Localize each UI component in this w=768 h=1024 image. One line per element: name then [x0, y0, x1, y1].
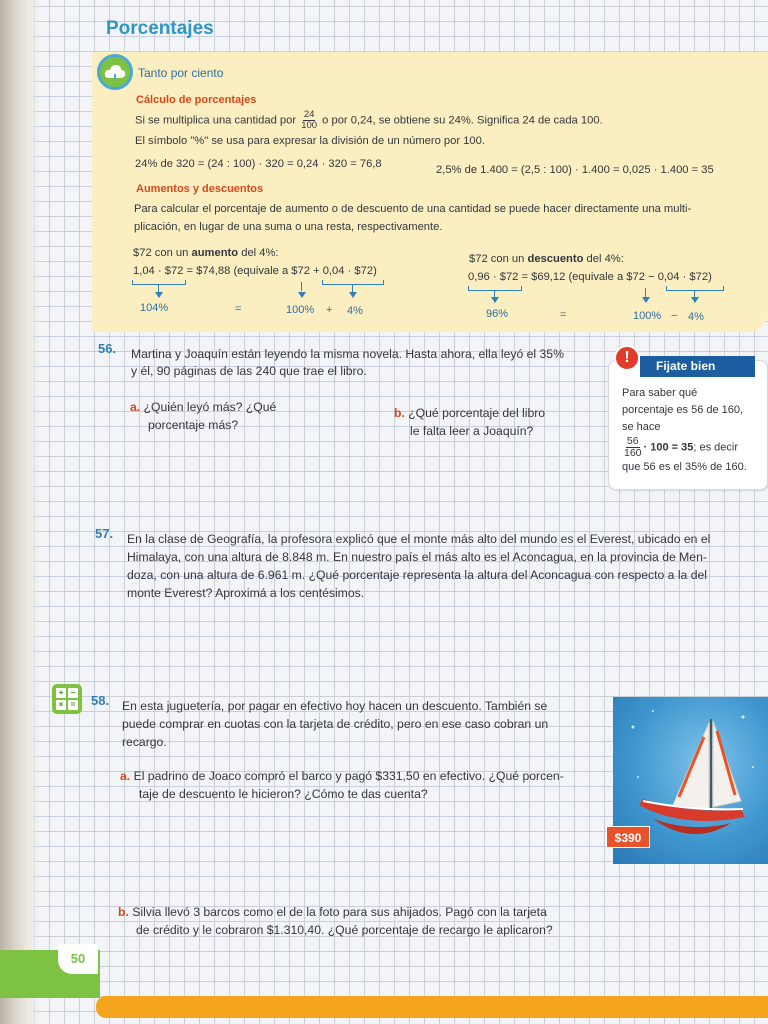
pct-100-dec: 100%: [633, 310, 662, 322]
page-title: Porcentajes: [106, 18, 214, 39]
price-tag: $390: [606, 826, 650, 848]
aum-line-1: Para calcular el porcentaje de aumento o de descuento de una cantidad se puede hacer directamente una multi-: [134, 203, 692, 215]
decrease-formula: 0,96 · $72 = $69,12 (equivale a $72 − 0,04 · $72): [468, 271, 712, 283]
tip-title: Fijate bien: [640, 356, 755, 377]
question-57-number: 57.: [95, 526, 114, 541]
arrowhead-100: [298, 292, 306, 298]
arrow-100-dec: [645, 288, 646, 297]
calculator-icon: + − × =: [52, 684, 82, 714]
bracket-096: [468, 286, 522, 291]
tip-text: Para saber qué porcentaje es 56 de 160, se hace $\frac{56}{160}$ · 100 = 35; es decir que 56 es el 35% de 160.: [622, 387, 747, 473]
plus-sign: +: [326, 304, 333, 316]
footer-bar: [96, 996, 768, 1018]
calc-heading: Cálculo de porcentajes: [136, 94, 257, 106]
question-56a: a. ¿Quién leyó más? ¿Qué porcentaje más?: [130, 400, 277, 432]
pct-4-dec: 4%: [688, 311, 704, 323]
bracket-004-dec: [666, 286, 724, 291]
arrow-100: [301, 282, 302, 291]
arrowhead-4-dec: [691, 297, 699, 303]
question-57-text: En la clase de Geografía, la profesora explicó que el monte más alto del mundo es el Everest, ubicado en el Himalaya, con una altura de 8.848 m. En nuestro país el más alto es el Aconcagua, en la provincia de Men- doza, con una altura de 6.961 m. ¿Qué porcentaje representa la altura del Aconcagua con respecto a la del monte Everest? Aproximá a los centésimos.: [127, 532, 711, 600]
pct-100-inc: 100%: [286, 304, 315, 316]
pct-4-inc: 4%: [347, 305, 363, 317]
arrowhead-4: [349, 292, 357, 298]
bracket-004: [322, 280, 384, 285]
calc-line-2: El símbolo "%" se usa para expresar la división de un número por 100.: [135, 135, 485, 147]
bracket-104: [132, 280, 186, 285]
question-58b: b. Silvia llevó 3 barcos como el de la foto para sus ahijados. Pagó con la tarjeta de crédito y le cobraron $1.310,40. ¿Qué porcentaje de recargo le aplicaron?: [118, 905, 553, 937]
question-56-number: 56.: [98, 341, 117, 356]
exclamation-icon: !: [614, 345, 640, 371]
arrowhead-100-dec: [642, 297, 650, 303]
cloud-icon: [97, 54, 133, 90]
equals-dec: =: [560, 309, 567, 321]
question-58a: a. El padrino de Joaco compró el barco y pagó $331,50 en efectivo. ¿Qué porcen- taje de descuento le hicieron? ¿Cómo te das cuenta?: [120, 769, 564, 801]
example-1: 24% de 320 = (24 : 100) · 320 = 0,24 · 320 = 76,8: [135, 158, 382, 170]
page-number: 50: [58, 944, 98, 974]
question-56b: b. ¿Qué porcentaje del libro le falta leer a Joaquín?: [394, 406, 546, 438]
arrowhead-96: [491, 297, 499, 303]
arrowhead-104: [155, 292, 163, 298]
pct-96: 96%: [486, 308, 509, 320]
page-binding-shadow: [0, 0, 40, 1024]
calc-line-1: Si se multiplica una cantidad por $\frac{24}{100}$ o por 0,24, se obtiene su 24%. Significa 24 de cada 100.: [135, 109, 603, 131]
increase-title: $72 con un aumento del 4%:: [133, 247, 279, 259]
equals-inc: =: [235, 303, 242, 315]
question-56-line-1: Martina y Joaquín están leyendo la misma novela. Hasta ahora, ella leyó el 35%: [131, 347, 564, 361]
aum-line-2: plicación, en lugar de una suma o una resta, respectivamente.: [134, 221, 443, 233]
increase-formula: 1,04 · $72 = $74,88 (equivale a $72 + 0,04 · $72): [133, 265, 377, 277]
question-56-line-2: y él, 90 páginas de las 240 que trae el libro.: [131, 364, 367, 378]
aum-heading: Aumentos y descuentos: [136, 183, 264, 195]
question-58-text: En esta juguetería, por pagar en efectivo hoy hacen un descuento. También se puede comprar en cuotas con la tarjeta de crédito, pero en ese caso cobran un recargo.: [122, 699, 549, 749]
decrease-title: $72 con un descuento del 4%:: [469, 253, 624, 265]
pct-104: 104%: [140, 302, 169, 314]
minus-sign: −: [671, 310, 678, 322]
example-2: 2,5% de 1.400 = (2,5 : 100) · 1.400 = 0,025 · 1.400 = 35: [436, 164, 714, 176]
question-58-number: 58.: [91, 693, 110, 708]
box-heading: Tanto por ciento: [138, 66, 224, 80]
fraction-24-100: $\frac{24}{100}$: [301, 109, 318, 131]
